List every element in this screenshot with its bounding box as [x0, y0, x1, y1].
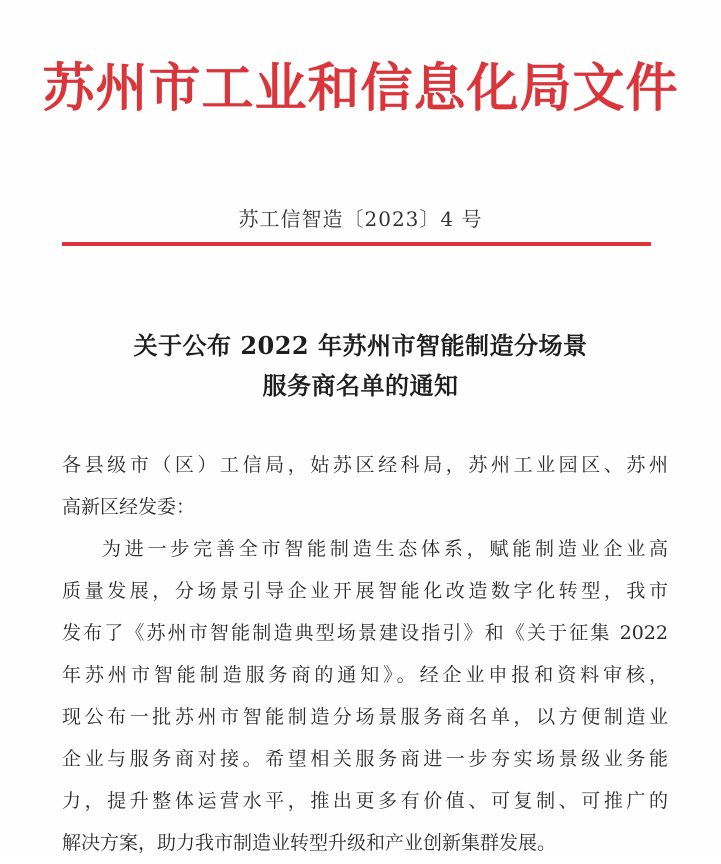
notice-body: [62, 444, 668, 864]
body-line-1: 各县级市（区）工信局，姑苏区经科局，苏州工业园区、苏州: [62, 454, 668, 476]
document-number: 苏工信智造〔2023〕4 号: [238, 207, 483, 231]
body-line-8: 企业与服务商对接。希望相关服务商进一步夯实场景级业务能: [62, 748, 668, 770]
document-header-title: 苏州市工业和信息化局文件: [42, 58, 679, 119]
body-line-4: 质量发展，分场景引导企业开展智能化改造数字化转型，我市: [62, 580, 668, 602]
notice-title: [0, 326, 721, 406]
body-line-5: 发布了《苏州市智能制造典型场景建设指引》和《关于征集 2022: [62, 622, 668, 644]
body-line-3: 为进一步完善全市智能制造生态体系，赋能制造业企业高: [102, 538, 668, 560]
body-line-6: 年苏州市智能制造服务商的通知》。经企业申报和资料审核，: [62, 664, 668, 686]
notice-title-line-1: 关于公布 2022 年苏州市智能制造分场景: [133, 331, 588, 360]
notice-title-line-2: 服务商名单的通知: [262, 371, 459, 400]
body-line-2: 高新区经发委：: [62, 496, 196, 518]
body-line-10: 解决方案，助力我市制造业转型升级和产业创新集群发展。: [62, 832, 557, 854]
red-divider-rule: [62, 242, 651, 246]
body-line-7: 现公布一批苏州市智能制造分场景服务商名单，以方便制造业: [62, 706, 668, 728]
body-line-9: 力，提升整体运营水平，推出更多有价值、可复制、可推广的: [62, 790, 668, 812]
